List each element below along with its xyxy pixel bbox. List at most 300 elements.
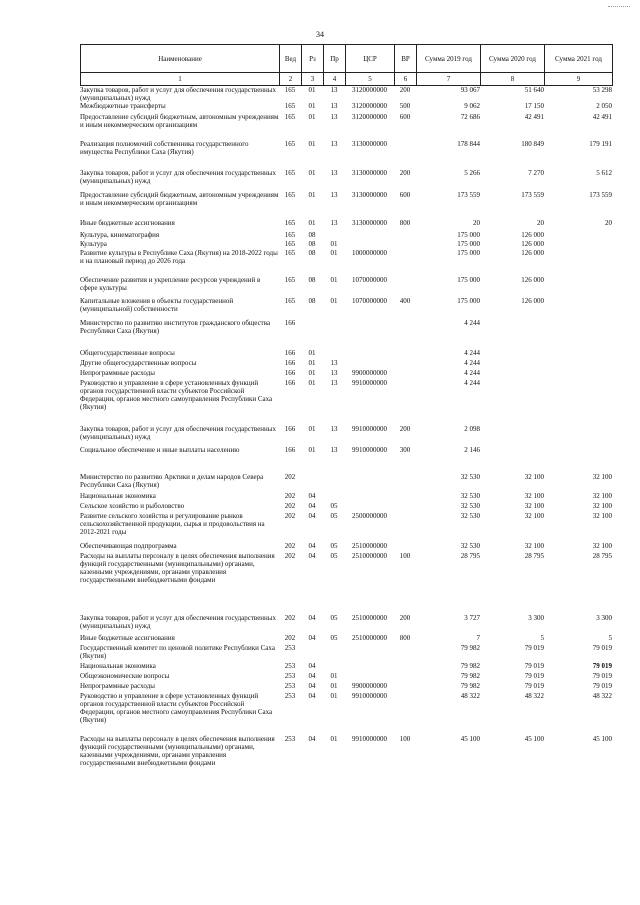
row-sum-2021 xyxy=(544,276,612,297)
row-ved: 253 xyxy=(284,672,296,680)
row-ved: 202 xyxy=(284,634,296,642)
header-num-4: 4 xyxy=(324,73,346,86)
row-sum-2021: 179 191 xyxy=(589,140,612,148)
row-csr: 9910000000 xyxy=(352,379,387,387)
table-header xyxy=(80,44,613,86)
row-sum-2021 xyxy=(544,446,612,473)
row-rz: 08 xyxy=(308,240,316,248)
row-sum-2020: 79 019 xyxy=(524,682,544,690)
row-sum-2019: 178 844 xyxy=(457,140,480,148)
row-sum-2019: 7 xyxy=(476,634,480,642)
row-ved: 253 xyxy=(284,662,296,670)
row-sum-2020: 32 100 xyxy=(524,542,544,550)
row-sum-2019: 3 727 xyxy=(464,614,480,622)
row-ved: 165 xyxy=(284,86,296,94)
row-name: Национальная экономика xyxy=(80,492,156,500)
row-sum-2021: 5 612 xyxy=(596,169,612,177)
row-name: Сельское хозяйство и рыболовство xyxy=(80,502,185,510)
row-csr: 3120000000 xyxy=(352,102,387,110)
row-sum-2021 xyxy=(544,249,612,276)
row-ved: 165 xyxy=(284,169,296,177)
row-name: Закупка товаров, работ и услуг для обеспечения государственных (муниципальных) нужд xyxy=(80,614,277,630)
row-vr xyxy=(394,359,416,369)
row-csr xyxy=(345,473,394,492)
row-sum-2020: 32 100 xyxy=(524,502,544,510)
row-rz: 04 xyxy=(308,512,316,520)
row-csr xyxy=(345,231,394,240)
row-ved: 202 xyxy=(284,512,296,520)
row-sum-2021: 32 100 xyxy=(592,473,612,481)
row-name: Непрограммные расходы xyxy=(80,682,155,690)
row-ved: 166 xyxy=(284,319,296,327)
row-name: Расходы на выплаты персоналу в целях обеспечения выполнения функций государственными (муниципальными) органами, казенными учреждениями, органами управления государственными внебюджетными фондами xyxy=(80,735,275,767)
row-sum-2019: 4 244 xyxy=(464,359,480,367)
row-sum-2021: 32 100 xyxy=(592,502,612,510)
row-pr: 01 xyxy=(330,297,338,305)
header-num-8: 8 xyxy=(481,73,545,86)
row-sum-2021: 173 559 xyxy=(589,191,612,199)
row-csr xyxy=(345,492,394,502)
row-sum-2021 xyxy=(544,425,612,446)
row-ved: 165 xyxy=(284,240,296,248)
row-rz: 01 xyxy=(308,349,316,357)
row-sum-2021 xyxy=(544,231,612,240)
row-pr xyxy=(323,473,345,492)
header-num-1: 1 xyxy=(81,73,280,86)
row-pr xyxy=(323,349,345,359)
row-sum-2021: 79 019 xyxy=(592,662,612,670)
row-name: Капитальные вложения в объекты государственной (муниципальной) собственности xyxy=(80,297,234,313)
table-row xyxy=(80,492,612,502)
row-name: Руководство и управление в сфере установленных функций органов государственной власти субъектов Российской Федерации, органов местного самоуправления Республики Саха (Якутия) xyxy=(80,692,273,724)
row-sum-2019: 175 000 xyxy=(457,276,480,284)
row-sum-2019: 4 244 xyxy=(464,379,480,387)
row-sum-2019: 20 xyxy=(473,219,480,227)
row-ved: 166 xyxy=(284,425,296,433)
row-name: Иные бюджетные ассигнования xyxy=(80,219,175,227)
row-ved: 165 xyxy=(284,249,296,257)
row-rz: 01 xyxy=(308,113,316,121)
row-rz: 04 xyxy=(308,662,316,670)
row-sum-2021: 45 100 xyxy=(592,735,612,743)
row-pr: 05 xyxy=(330,512,338,520)
row-sum-2021 xyxy=(544,240,612,249)
row-pr: 01 xyxy=(330,276,338,284)
table-row xyxy=(80,297,612,319)
row-name: Обеспечивающая подпрограмма xyxy=(80,542,177,550)
row-pr: 13 xyxy=(330,425,338,433)
row-sum-2019: 175 000 xyxy=(457,297,480,305)
row-rz: 04 xyxy=(308,502,316,510)
table-row xyxy=(80,634,612,644)
table-row xyxy=(80,614,612,634)
row-sum-2019: 32 530 xyxy=(460,473,480,481)
row-sum-2019: 28 795 xyxy=(460,552,480,560)
row-vr xyxy=(394,672,416,682)
row-csr: 3120000000 xyxy=(352,86,387,94)
header-ved: Вед xyxy=(280,45,302,73)
row-pr xyxy=(323,644,345,662)
row-csr: 9910000000 xyxy=(352,735,387,743)
row-sum-2020: 126 000 xyxy=(521,297,544,305)
row-vr: 100 xyxy=(399,552,411,560)
row-sum-2020 xyxy=(480,446,544,473)
row-sum-2020: 126 000 xyxy=(521,249,544,257)
row-rz: 01 xyxy=(308,86,316,94)
row-csr xyxy=(345,644,394,662)
row-sum-2019: 32 530 xyxy=(460,512,480,520)
row-csr xyxy=(345,502,394,512)
row-sum-2019: 2 146 xyxy=(464,446,480,454)
row-rz: 04 xyxy=(308,542,316,550)
row-vr: 400 xyxy=(399,297,411,305)
header-num-2: 2 xyxy=(280,73,302,86)
row-vr: 200 xyxy=(399,425,411,433)
row-rz: 01 xyxy=(308,379,316,387)
table-row xyxy=(80,191,612,219)
row-name: Министерство по развитию Арктики и делам народов Севера Республики Саха (Якутия) xyxy=(80,473,264,489)
table-row xyxy=(80,552,612,614)
row-name: Общегосударственные вопросы xyxy=(80,349,175,357)
row-sum-2020: 180 849 xyxy=(521,140,544,148)
row-pr: 01 xyxy=(330,692,338,700)
row-vr: 800 xyxy=(399,634,411,642)
row-rz: 04 xyxy=(308,672,316,680)
row-vr xyxy=(394,349,416,359)
row-csr: 1070000000 xyxy=(352,276,387,284)
row-rz: 08 xyxy=(308,276,316,284)
row-sum-2020: 79 019 xyxy=(524,662,544,670)
row-sum-2019: 175 000 xyxy=(457,249,480,257)
table-row xyxy=(80,542,612,552)
row-ved: 165 xyxy=(284,276,296,284)
table-row xyxy=(80,644,612,662)
row-sum-2021: 20 xyxy=(605,219,612,227)
table-row xyxy=(80,319,612,349)
row-pr: 01 xyxy=(330,240,338,248)
row-sum-2019: 48 322 xyxy=(460,692,480,700)
row-ved: 165 xyxy=(284,297,296,305)
table-row xyxy=(80,240,612,249)
row-csr: 9910000000 xyxy=(352,425,387,433)
row-csr: 9900000000 xyxy=(352,682,387,690)
row-vr xyxy=(394,231,416,240)
row-vr xyxy=(394,644,416,662)
row-sum-2020: 45 100 xyxy=(524,735,544,743)
header-num-9: 9 xyxy=(545,73,613,86)
header-num-6: 6 xyxy=(395,73,417,86)
row-name: Социальное обеспечение и иные выплаты населению xyxy=(80,446,240,454)
row-rz: 01 xyxy=(308,102,316,110)
row-pr: 13 xyxy=(330,219,338,227)
row-ved: 253 xyxy=(284,644,296,652)
row-sum-2019: 173 559 xyxy=(457,191,480,199)
row-ved: 166 xyxy=(284,379,296,387)
table-row xyxy=(80,473,612,492)
row-csr: 9900000000 xyxy=(352,369,387,377)
row-csr: 9910000000 xyxy=(352,692,387,700)
row-pr: 13 xyxy=(330,86,338,94)
row-csr: 2510000000 xyxy=(352,542,387,550)
row-rz: 04 xyxy=(308,735,316,743)
row-vr xyxy=(394,502,416,512)
table-row xyxy=(80,425,612,446)
row-vr: 200 xyxy=(399,86,411,94)
row-rz: 01 xyxy=(308,219,316,227)
row-csr: 3130000000 xyxy=(352,219,387,227)
row-sum-2020: 51 640 xyxy=(524,86,544,94)
row-sum-2021: 28 795 xyxy=(592,552,612,560)
row-sum-2019: 79 982 xyxy=(460,644,480,652)
row-rz: 01 xyxy=(308,446,316,454)
header-csr: ЦСР xyxy=(346,45,395,73)
row-sum-2021: 79 019 xyxy=(592,672,612,680)
row-sum-2021: 79 019 xyxy=(592,682,612,690)
row-sum-2019: 32 530 xyxy=(460,492,480,500)
row-vr xyxy=(394,379,416,425)
row-rz xyxy=(301,473,323,492)
row-sum-2020: 32 100 xyxy=(524,492,544,500)
row-csr: 3130000000 xyxy=(352,169,387,177)
header-num-3: 3 xyxy=(302,73,324,86)
row-name: Развитие сельского хозяйства и регулирование рынков сельскохозяйственной продукции, сырья и продовольствия на 2012-2021 годы xyxy=(80,512,265,536)
row-sum-2020: 7 270 xyxy=(528,169,544,177)
row-vr: 300 xyxy=(399,446,411,454)
row-name: Национальная экономика xyxy=(80,662,156,670)
row-vr xyxy=(394,662,416,672)
row-vr xyxy=(394,682,416,692)
row-sum-2021 xyxy=(544,369,612,379)
row-csr: 1000000000 xyxy=(352,249,387,257)
row-vr xyxy=(394,492,416,502)
header-rz: Рз xyxy=(302,45,324,73)
row-name: Предоставление субсидий бюджетным, автономным учреждениям и иным некоммерческим организациям xyxy=(80,113,279,129)
row-pr xyxy=(323,231,345,240)
row-rz: 04 xyxy=(308,634,316,642)
row-sum-2021: 5 xyxy=(608,634,612,642)
row-pr: 05 xyxy=(330,634,338,642)
row-rz: 01 xyxy=(308,169,316,177)
row-ved: 202 xyxy=(284,502,296,510)
table-row xyxy=(80,86,612,102)
row-pr: 13 xyxy=(330,169,338,177)
row-sum-2021 xyxy=(544,319,612,349)
table-row xyxy=(80,682,612,692)
header-num-5: 5 xyxy=(346,73,395,86)
header-pr: Пр xyxy=(324,45,346,73)
row-csr: 2510000000 xyxy=(352,634,387,642)
row-pr: 05 xyxy=(330,552,338,560)
row-name: Другие общегосударственные вопросы xyxy=(80,359,197,367)
row-sum-2020: 32 100 xyxy=(524,473,544,481)
header-name: Наименование xyxy=(81,45,280,73)
header-sum-2020: Сумма 2020 год xyxy=(481,45,545,73)
row-vr xyxy=(394,319,416,349)
row-ved: 165 xyxy=(284,191,296,199)
table-row xyxy=(80,379,612,425)
row-pr: 01 xyxy=(330,682,338,690)
row-sum-2020: 48 322 xyxy=(524,692,544,700)
row-name: Общеэкономические вопросы xyxy=(80,672,170,680)
row-rz: 01 xyxy=(308,140,316,148)
row-sum-2021: 79 019 xyxy=(592,644,612,652)
row-ved: 166 xyxy=(284,369,296,377)
row-name: Иные бюджетные ассигнования xyxy=(80,634,175,642)
row-sum-2021: 3 300 xyxy=(596,614,612,622)
row-ved: 253 xyxy=(284,735,296,743)
row-name: Обеспечение развития и укрепление ресурсов учреждений в сфере культуры xyxy=(80,276,261,292)
row-vr xyxy=(394,249,416,276)
header-num-7: 7 xyxy=(417,73,481,86)
row-sum-2019: 4 244 xyxy=(464,349,480,357)
row-pr xyxy=(323,319,345,349)
table-row xyxy=(80,349,612,359)
table-row xyxy=(80,359,612,369)
row-sum-2021 xyxy=(544,379,612,425)
row-name: Культура xyxy=(80,240,107,248)
row-vr xyxy=(394,240,416,249)
row-csr xyxy=(345,319,394,349)
table-row xyxy=(80,512,612,542)
row-sum-2021: 48 322 xyxy=(592,692,612,700)
row-sum-2020: 32 100 xyxy=(524,512,544,520)
row-sum-2020: 17 150 xyxy=(524,102,544,110)
row-sum-2021 xyxy=(544,349,612,359)
row-sum-2020: 3 300 xyxy=(528,614,544,622)
row-sum-2020: 79 019 xyxy=(524,644,544,652)
row-csr xyxy=(345,662,394,672)
row-sum-2019: 175 000 xyxy=(457,240,480,248)
row-pr: 01 xyxy=(330,672,338,680)
row-sum-2021: 2 050 xyxy=(596,102,612,110)
row-sum-2020 xyxy=(480,425,544,446)
row-ved: 202 xyxy=(284,552,296,560)
table-row xyxy=(80,219,612,231)
row-sum-2021 xyxy=(544,297,612,319)
row-ved: 253 xyxy=(284,682,296,690)
row-sum-2020 xyxy=(480,349,544,359)
row-sum-2019: 5 266 xyxy=(464,169,480,177)
row-ved: 165 xyxy=(284,102,296,110)
row-pr: 13 xyxy=(330,359,338,367)
table-row xyxy=(80,102,612,113)
row-name: Развитие культуры в Республике Саха (Якутия) на 2018-2022 годы и на плановый период до 2026 года xyxy=(80,249,278,265)
row-rz: 04 xyxy=(308,692,316,700)
row-pr: 05 xyxy=(330,542,338,550)
row-vr: 200 xyxy=(399,614,411,622)
row-sum-2021: 32 100 xyxy=(592,512,612,520)
row-csr: 1070000000 xyxy=(352,297,387,305)
row-sum-2021: 53 298 xyxy=(592,86,612,94)
row-vr xyxy=(394,473,416,492)
row-vr xyxy=(394,542,416,552)
row-pr: 13 xyxy=(330,102,338,110)
row-rz: 04 xyxy=(308,682,316,690)
table-row xyxy=(80,249,612,276)
row-name: Государственный комитет по ценовой политике Республики Саха (Якутия) xyxy=(80,644,275,660)
row-vr: 200 xyxy=(399,169,411,177)
row-sum-2020 xyxy=(480,379,544,425)
row-rz: 08 xyxy=(308,231,316,239)
row-rz: 04 xyxy=(308,614,316,622)
row-sum-2019: 79 982 xyxy=(460,662,480,670)
row-name: Культура, кинематография xyxy=(80,231,160,239)
row-vr xyxy=(394,512,416,542)
row-sum-2021 xyxy=(544,359,612,369)
row-ved: 166 xyxy=(284,359,296,367)
row-name: Межбюджетные трансферты xyxy=(80,102,166,110)
row-ved: 166 xyxy=(284,349,296,357)
row-sum-2019: 79 982 xyxy=(460,672,480,680)
row-vr: 500 xyxy=(399,102,411,110)
row-sum-2020: 126 000 xyxy=(521,276,544,284)
row-sum-2019: 4 244 xyxy=(464,319,480,327)
row-sum-2019: 45 100 xyxy=(460,735,480,743)
row-csr xyxy=(345,240,394,249)
row-ved: 253 xyxy=(284,692,296,700)
row-sum-2020: 20 xyxy=(537,219,544,227)
row-sum-2020 xyxy=(480,369,544,379)
row-csr xyxy=(345,349,394,359)
table-row xyxy=(80,113,612,140)
row-vr: 600 xyxy=(399,191,411,199)
row-pr: 05 xyxy=(330,502,338,510)
row-csr: 2510000000 xyxy=(352,552,387,560)
row-name: Руководство и управление в сфере установленных функций органов государственной власти субъектов Российской Федерации, органов местного самоуправления Республики Саха (Якутия) xyxy=(80,379,273,411)
row-pr: 13 xyxy=(330,113,338,121)
row-rz xyxy=(301,319,323,349)
row-sum-2020 xyxy=(480,319,544,349)
row-ved: 202 xyxy=(284,542,296,550)
row-sum-2020: 126 000 xyxy=(521,240,544,248)
table-row xyxy=(80,276,612,297)
row-name: Закупка товаров, работ и услуг для обеспечения государственных (муниципальных) нужд xyxy=(80,86,277,102)
header-sum-2019: Сумма 2019 год xyxy=(417,45,481,73)
row-sum-2020: 79 019 xyxy=(524,672,544,680)
row-rz: 01 xyxy=(308,359,316,367)
row-rz: 08 xyxy=(308,297,316,305)
row-csr: 2510000000 xyxy=(352,614,387,622)
row-sum-2021: 32 100 xyxy=(592,542,612,550)
row-vr: 800 xyxy=(399,219,411,227)
row-pr: 13 xyxy=(330,379,338,387)
row-rz: 01 xyxy=(308,369,316,377)
row-name: Непрограммные расходы xyxy=(80,369,155,377)
row-sum-2021: 42 491 xyxy=(592,113,612,121)
row-vr xyxy=(394,140,416,169)
row-name: Министерство по развитию институтов гражданского общества Республики Саха (Якутия) xyxy=(80,319,271,335)
row-csr: 3120000000 xyxy=(352,113,387,121)
row-vr: 600 xyxy=(399,113,411,121)
row-sum-2020: 126 000 xyxy=(521,231,544,239)
row-pr: 13 xyxy=(330,140,338,148)
row-sum-2020: 28 795 xyxy=(524,552,544,560)
row-vr: 100 xyxy=(399,735,411,743)
row-pr: 01 xyxy=(330,735,338,743)
row-name: Реализация полномочий собственника государственного имущества Республики Саха (Якутия) xyxy=(80,140,249,156)
row-name: Расходы на выплаты персоналу в целях обеспечения выполнения функций государственными (муниципальными) органами, казенными учреждениями, органами управления государственными внебюджетными фондами xyxy=(80,552,275,584)
table-row xyxy=(80,692,612,735)
corner-mark xyxy=(608,6,630,7)
row-name: Закупка товаров, работ и услуг для обеспечения государственных (муниципальных) нужд xyxy=(80,425,277,441)
row-rz: 08 xyxy=(308,249,316,257)
table-row xyxy=(80,140,612,169)
row-rz: 04 xyxy=(308,552,316,560)
row-sum-2020 xyxy=(480,359,544,369)
row-ved: 165 xyxy=(284,140,296,148)
row-sum-2019: 72 686 xyxy=(460,113,480,121)
row-sum-2019: 32 530 xyxy=(460,542,480,550)
